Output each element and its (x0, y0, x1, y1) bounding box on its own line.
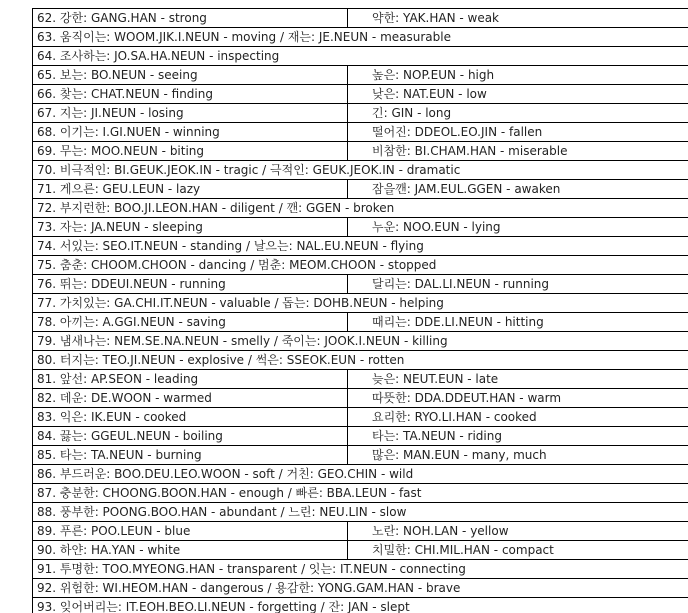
vocab-entry-left (33, 427, 348, 446)
table-row (33, 389, 688, 408)
table-row (33, 161, 688, 180)
entry-text: 풍부한: POONG.BOO.HAN - abundant / 느린: NEU.LIN - slow (59, 505, 407, 519)
table-row (33, 541, 688, 560)
vocab-entry-left (33, 85, 348, 104)
entry-text-left: 지는: JI.NEUN - losing (59, 106, 184, 120)
table-row (33, 275, 688, 294)
entry-text: 냄새나는: NEM.SE.NA.NEUN - smelly / 죽이는: JOOK.I.NEUN - killing (59, 334, 448, 348)
entry-text-right: 타는: TA.NEUN - riding (372, 429, 502, 443)
vocab-entry-left (33, 104, 348, 123)
entry-number: 78. (37, 315, 57, 329)
table-row (33, 579, 688, 598)
entry-text: 비극적인: BI.GEUK.JEOK.IN - tragic / 극적인: GEUK.JEOK.IN - dramatic (59, 163, 461, 177)
entry-text: 터지는: TEO.JI.NEUN - explosive / 썩은: SSEOK.EUN - rotten (59, 353, 405, 367)
entry-text-left: 게으른: GEU.LEUN - lazy (59, 182, 201, 196)
table-row (33, 142, 688, 161)
table-row (33, 408, 688, 427)
entry-number: 83. (37, 410, 57, 424)
entry-number: 73. (37, 220, 57, 234)
entry-number: 64. (37, 49, 57, 63)
entry-number: 89. (37, 524, 57, 538)
vocab-entry (33, 237, 688, 256)
entry-number: 79. (37, 334, 57, 348)
entry-text-right: 따뜻한: DDA.DDEUT.HAN - warm (372, 391, 562, 405)
vocab-entry-right (348, 408, 688, 427)
vocab-entry (33, 256, 688, 275)
entry-text-right: 달리는: DAL.LI.NEUN - running (372, 277, 549, 291)
entry-text-right: 약한: YAK.HAN - weak (372, 11, 500, 25)
vocab-entry-left (33, 9, 348, 28)
entry-text-left: 푸른: POO.LEUN - blue (59, 524, 191, 538)
vocab-entry-right (348, 522, 688, 541)
entry-text-right: 높은: NOP.EUN - high (372, 68, 495, 82)
entry-number: 65. (37, 68, 57, 82)
entry-text-right: 비참한: BI.CHAM.HAN - miserable (372, 144, 568, 158)
entry-number: 71. (37, 182, 57, 196)
entry-text-left: 뛰는: DDEUI.NEUN - running (59, 277, 226, 291)
entry-text-right: 치밀한: CHI.MIL.HAN - compact (372, 543, 554, 557)
vocab-entry-right (348, 218, 688, 237)
entry-text-left: 자는: JA.NEUN - sleeping (59, 220, 203, 234)
entry-text-left: 타는: TA.NEUN - burning (59, 448, 202, 462)
table-row (33, 28, 688, 47)
entry-number: 77. (37, 296, 57, 310)
entry-text-left: 익은: IK.EUN - cooked (59, 410, 187, 424)
vocab-entry-left (33, 446, 348, 465)
vocab-entry (33, 484, 688, 503)
vocab-entry-left (33, 389, 348, 408)
vocab-entry-left (33, 123, 348, 142)
entry-text-left: 하얀: HA.YAN - white (59, 543, 181, 557)
entry-text: 부드러운: BOO.DEU.LEO.WOON - soft / 거친: GEO.CHIN - wild (59, 467, 414, 481)
vocab-entry-left (33, 218, 348, 237)
vocabulary-rows (33, 9, 688, 613)
vocab-entry (33, 294, 688, 313)
vocab-entry-right (348, 275, 688, 294)
entry-text-left: 이기는: I.GI.NUEN - winning (59, 125, 220, 139)
entry-text-left: 아끼는: A.GGI.NEUN - saving (59, 315, 226, 329)
entry-number: 72. (37, 201, 57, 215)
entry-text-right: 요리한: RYO.LI.HAN - cooked (372, 410, 537, 424)
table-row (33, 237, 688, 256)
entry-text: 조사하는: JO.SA.HA.NEUN - inspecting (59, 49, 280, 63)
entry-number: 86. (37, 467, 57, 481)
vocab-entry-left (33, 541, 348, 560)
vocab-entry-left (33, 66, 348, 85)
entry-number: 80. (37, 353, 57, 367)
table-row (33, 351, 688, 370)
entry-number: 68. (37, 125, 57, 139)
entry-text-left: 끓는: GGEUL.NEUN - boiling (59, 429, 223, 443)
vocab-entry-right (348, 123, 688, 142)
vocab-entry (33, 199, 688, 218)
entry-text-right: 떨어진: DDEOL.EO.JIN - fallen (372, 125, 543, 139)
vocab-entry-right (348, 446, 688, 465)
table-row (33, 484, 688, 503)
table-row (33, 180, 688, 199)
entry-text-right: 늦은: NEUT.EUN - late (372, 372, 499, 386)
table-row (33, 9, 688, 28)
table-row (33, 85, 688, 104)
vocab-entry-left (33, 275, 348, 294)
entry-text-right: 때리는: DDE.LI.NEUN - hitting (372, 315, 544, 329)
entry-number: 76. (37, 277, 57, 291)
vocab-entry-right (348, 104, 688, 123)
entry-text-left: 보는: BO.NEUN - seeing (59, 68, 198, 82)
table-row (33, 522, 688, 541)
table-row (33, 294, 688, 313)
entry-text: 움직이는: WOOM.JIK.I.NEUN - moving / 재는: JE.NEUN - measurable (59, 30, 451, 44)
vocab-entry (33, 332, 688, 351)
entry-number: 85. (37, 448, 57, 462)
entry-number: 88. (37, 505, 57, 519)
vocab-entry-right (348, 142, 688, 161)
vocab-entry-left (33, 313, 348, 332)
table-row (33, 332, 688, 351)
entry-text: 춤춘: CHOOM.CHOON - dancing / 멈춘: MEOM.CHOON - stopped (59, 258, 437, 272)
entry-text: 투명한: TOO.MYEONG.HAN - transparent / 잇는: IT.NEUN - connecting (59, 562, 466, 576)
vocab-entry (33, 465, 688, 484)
vocab-entry-right (348, 9, 688, 28)
vocab-entry-left (33, 408, 348, 427)
entry-number: 93. (37, 600, 57, 613)
vocab-entry-right (348, 313, 688, 332)
table-row (33, 104, 688, 123)
entry-number: 91. (37, 562, 57, 576)
entry-text-left: 찾는: CHAT.NEUN - finding (59, 87, 213, 101)
table-row (33, 427, 688, 446)
entry-number: 63. (37, 30, 57, 44)
entry-text: 잊어버리는: IT.EOH.BEO.LI.NEUN - forgetting / 잔: JAN - slept (59, 600, 410, 613)
vocab-entry-right (348, 85, 688, 104)
entry-number: 81. (37, 372, 57, 386)
entry-number: 87. (37, 486, 57, 500)
vocab-entry (33, 560, 688, 579)
vocab-entry-left (33, 180, 348, 199)
entry-text: 서있는: SEO.IT.NEUN - standing / 날으는: NAL.EU.NEUN - flying (59, 239, 424, 253)
table-row (33, 560, 688, 579)
entry-text-left: 강한: GANG.HAN - strong (59, 11, 207, 25)
table-row (33, 256, 688, 275)
entry-text: 충분한: CHOONG.BOON.HAN - enough / 빠른: BBA.LEUN - fast (59, 486, 422, 500)
entry-number: 84. (37, 429, 57, 443)
entry-number: 62. (37, 11, 57, 25)
vocab-entry-right (348, 427, 688, 446)
table-row (33, 313, 688, 332)
entry-text-left: 앞선: AP.SEON - leading (59, 372, 199, 386)
vocab-entry (33, 503, 688, 522)
entry-number: 75. (37, 258, 57, 272)
entry-text-right: 누운: NOO.EUN - lying (372, 220, 501, 234)
table-row (33, 598, 688, 613)
vocab-entry-left (33, 522, 348, 541)
entry-number: 82. (37, 391, 57, 405)
vocab-entry (33, 28, 688, 47)
vocabulary-table (32, 8, 688, 613)
entry-number: 70. (37, 163, 57, 177)
entry-number: 66. (37, 87, 57, 101)
vocab-entry-right (348, 180, 688, 199)
table-row (33, 465, 688, 484)
table-row (33, 370, 688, 389)
entry-text: 가치있는: GA.CHI.IT.NEUN - valuable / 돕는: DOHB.NEUN - helping (59, 296, 444, 310)
entry-number: 92. (37, 581, 57, 595)
entry-text-right: 긴: GIN - long (372, 106, 452, 120)
entry-text-right: 낮은: NAT.EUN - low (372, 87, 487, 101)
vocab-entry-right (348, 66, 688, 85)
entry-text-left: 무는: MOO.NEUN - biting (59, 144, 205, 158)
entry-number: 90. (37, 543, 57, 557)
vocab-entry-left (33, 142, 348, 161)
entry-text: 위험한: WI.HEOM.HAN - dangerous / 용감한: YONG.GAM.HAN - brave (59, 581, 461, 595)
vocab-entry (33, 47, 688, 66)
table-row (33, 47, 688, 66)
table-row (33, 199, 688, 218)
entry-text-left: 데운: DE.WOON - warmed (59, 391, 212, 405)
table-row (33, 218, 688, 237)
entry-number: 67. (37, 106, 57, 120)
table-row (33, 66, 688, 85)
entry-number: 69. (37, 144, 57, 158)
vocab-entry (33, 579, 688, 598)
vocab-entry-right (348, 541, 688, 560)
entry-text-right: 잠을깬: JAM.EUL.GGEN - awaken (372, 182, 561, 196)
table-row (33, 503, 688, 522)
vocab-entry-left (33, 370, 348, 389)
entry-text: 부지런한: BOO.JI.LEON.HAN - diligent / 깬: GGEN - broken (59, 201, 395, 215)
vocab-entry (33, 351, 688, 370)
vocab-entry (33, 161, 688, 180)
entry-text-right: 많은: MAN.EUN - many, much (372, 448, 547, 462)
table-row (33, 123, 688, 142)
entry-number: 74. (37, 239, 57, 253)
entry-text-right: 노란: NOH.LAN - yellow (372, 524, 509, 538)
vocab-entry-right (348, 389, 688, 408)
table-row (33, 446, 688, 465)
vocab-entry (33, 598, 688, 613)
vocab-entry-right (348, 370, 688, 389)
